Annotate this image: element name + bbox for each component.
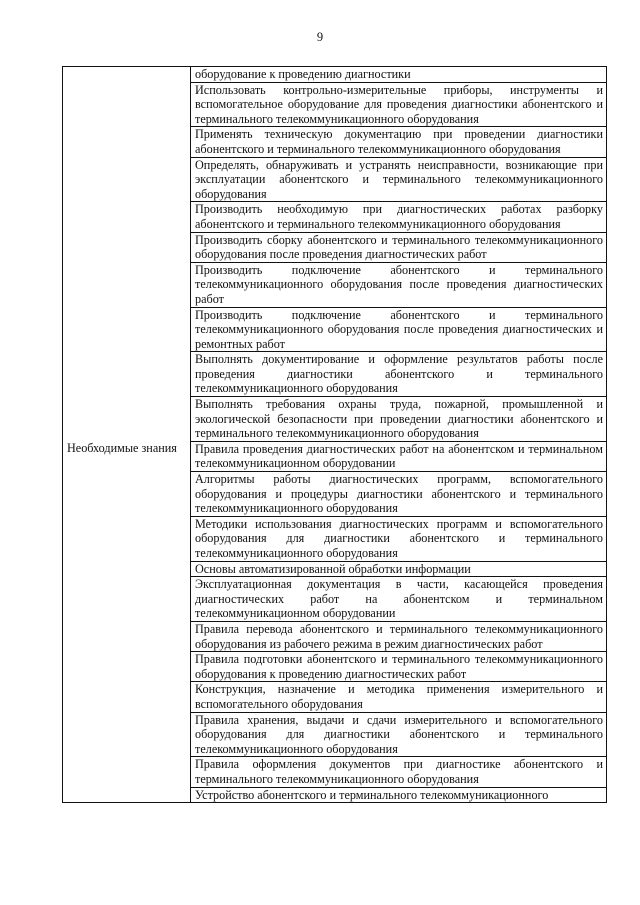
knowledge-item: Алгоритмы работы диагностических программ, вспомогательного оборудования и процедуры диагностики абонентского и терминального телекоммуникационного оборудования — [191, 472, 607, 517]
knowledge-item: Правила оформления документов при диагностике абонентского и терминального телекоммуникационного оборудования — [191, 757, 607, 787]
knowledge-item-last: Устройство абонентского и терминального телекоммуникационного — [195, 787, 549, 802]
table-row — [63, 67, 607, 83]
skills-label-cell — [63, 67, 191, 442]
knowledge-item: Конструкция, назначение и методика применения измерительного и вспомогательного оборудования — [191, 682, 607, 712]
knowledge-item: Эксплуатационная документация в части, касающейся проведения диагностических работ на абонентском и терминальном телекоммуникационном оборудовании — [191, 577, 607, 622]
skill-item: Использовать контрольно-измерительные приборы, инструменты и вспомогательное оборудование для проведения диагностики абонентского и терминального телекоммуникационного оборудования — [191, 82, 607, 127]
skill-item: Производить сборку абонентского и терминального телекоммуникационного оборудования после проведения диагностических работ — [191, 232, 607, 262]
knowledge-item: Правила проведения диагностических работ на абонентском и терминальном телекоммуникационном оборудовании — [191, 441, 607, 471]
skill-item: Производить подключение абонентского и терминального телекоммуникационного оборудования после проведения диагностических работ — [191, 262, 607, 307]
skill-item: Выполнять требования охраны труда, пожарной, промышленной и экологической безопасности при проведении диагностики абонентского и терминального телекоммуникационного оборудования — [191, 397, 607, 442]
skill-item: Производить необходимую при диагностических работах разборку абонентского и терминального телекоммуникационного оборудования — [191, 202, 607, 232]
knowledge-item: Правила хранения, выдачи и сдачи измерительного и вспомогательного оборудования для диагностики абонентского и терминального телекоммуникационного оборудования — [191, 712, 607, 757]
knowledge-item-cut — [191, 787, 607, 802]
skill-item: Применять техническую документацию при проведении диагностики абонентского и терминального телекоммуникационного оборудования — [191, 127, 607, 157]
knowledge-label: Необходимые знания — [63, 441, 191, 802]
knowledge-item: Методики использования диагностических программ и вспомогательного оборудования для диагностики абонентского и терминального телекоммуникационного оборудования — [191, 516, 607, 561]
table-row — [63, 441, 607, 471]
skill-item: оборудование к проведению диагностики — [191, 67, 607, 83]
knowledge-item: Основы автоматизированной обработки информации — [191, 561, 607, 577]
knowledge-item: Правила перевода абонентского и терминального телекоммуникационного оборудования из рабочего режима в режим диагностических работ — [191, 621, 607, 651]
skill-item: Выполнять документирование и оформление результатов работы после проведения диагностики абонентского и терминального телекоммуникационного оборудования — [191, 352, 607, 397]
skill-item: Производить подключение абонентского и терминального телекоммуникационного оборудования после проведения диагностических и ремонтных работ — [191, 307, 607, 352]
knowledge-item: Правила подготовки абонентского и терминального телекоммуникационного оборудования к проведению диагностических работ — [191, 652, 607, 682]
requirements-table — [62, 66, 607, 803]
page-number: 9 — [316, 30, 324, 44]
skill-item: Определять, обнаруживать и устранять неисправности, возникающие при эксплуатации абонентского и терминального телекоммуникационного оборудования — [191, 157, 607, 202]
